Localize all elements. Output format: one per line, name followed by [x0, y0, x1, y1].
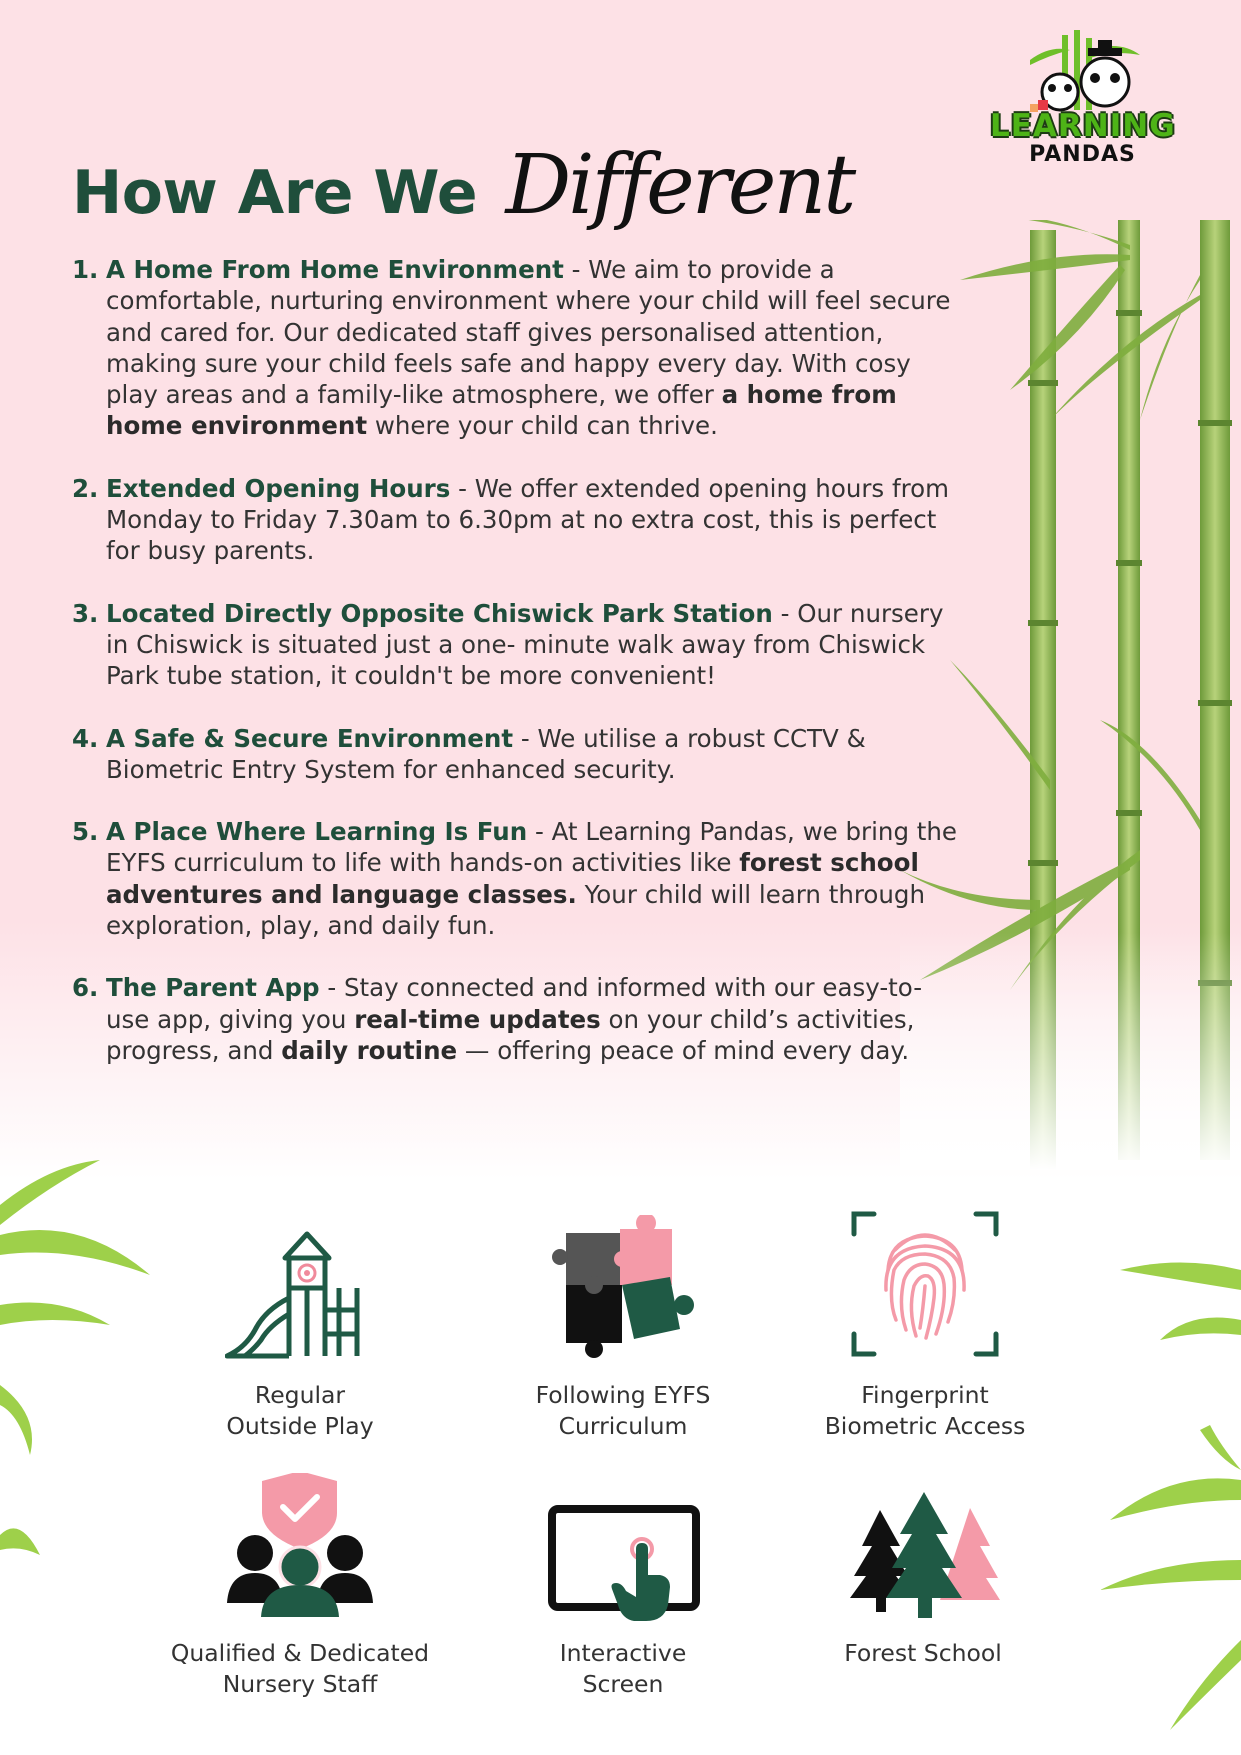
- fingerprint-icon: [850, 1210, 1000, 1358]
- qualified-staff-icon: [225, 1473, 375, 1618]
- list-item: 4. A Safe & Secure Environment - We utilise a robust CCTV & Biometric Entry System for enhanced security.: [72, 723, 866, 784]
- item-heading: A Home From Home Environment: [106, 255, 564, 284]
- item-heading: A Safe & Secure Environment: [106, 723, 514, 753]
- playground-slide-icon: [225, 1230, 375, 1360]
- title-script: Different: [505, 138, 854, 233]
- item-heading: Located Directly Opposite Chiswick Park Station: [106, 598, 773, 628]
- page-title: [72, 138, 853, 233]
- bamboo-leaves-left: [0, 1155, 150, 1575]
- logo: [990, 30, 1190, 170]
- list-item: 3. Located Directly Opposite Chiswick Park Station - Our nursery in Chiswick is situated just a one- minute walk away from Chiswick Park tube station, it couldn't be more convenient!: [72, 598, 944, 691]
- differences-list: [72, 254, 962, 1097]
- list-item: 6. The Parent App - Stay connected and informed with our easy-to-use app, giving you real-time updates on your child’s activities, progress, and daily routine — offering peace of mind every day.: [72, 973, 923, 1065]
- bamboo-leaves-right: [1100, 1260, 1241, 1730]
- puzzle-pieces-icon: [550, 1215, 700, 1360]
- feature-eyfs-curriculum: Following EYFS Curriculum: [535, 1381, 711, 1440]
- list-item: 2. Extended Opening Hours - We offer extended opening hours from Monday to Friday 7.30am to 6.30pm at no extra cost, this is perfect for busy parents.: [72, 473, 949, 566]
- feature-forest-school: Forest School: [844, 1639, 1002, 1667]
- feature-biometric-access: Fingerprint Biometric Access: [824, 1381, 1026, 1440]
- feature-qualified-staff: Qualified & Dedicated Nursery Staff: [170, 1639, 430, 1698]
- forest-trees-icon: [850, 1490, 1000, 1620]
- feature-interactive-screen: Interactive Screen: [559, 1639, 687, 1698]
- item-heading: A Place Where Learning Is Fun: [106, 817, 528, 847]
- title-main: How Are We: [72, 158, 478, 228]
- touch-screen-icon: [548, 1505, 700, 1623]
- logo-line1: LEARNING: [990, 108, 1176, 144]
- list-item: 5. A Place Where Learning Is Fun - At Learning Pandas, we bring the EYFS curriculum to life with hands-on activities like forest school adventures and language classes. Your child will learn through exploration, play, and daily fun.: [72, 817, 958, 941]
- item-heading: The Parent App: [106, 973, 320, 1003]
- item-heading: Extended Opening Hours: [106, 473, 451, 503]
- panda-bamboo-logo-icon: [990, 30, 1175, 115]
- feature-outside-play: Regular Outside Play: [226, 1381, 374, 1440]
- logo-line2: PANDAS: [1029, 142, 1136, 167]
- list-item: 1. A Home From Home Environment - We aim to provide a comfortable, nurturing environment where your child will feel secure and cared for. Our dedicated staff gives personalised attention, making sure your child feels safe and happy every day. With cosy play areas and a family-like atmosphere, we offer a home from home environment where your child can thrive.: [72, 255, 951, 441]
